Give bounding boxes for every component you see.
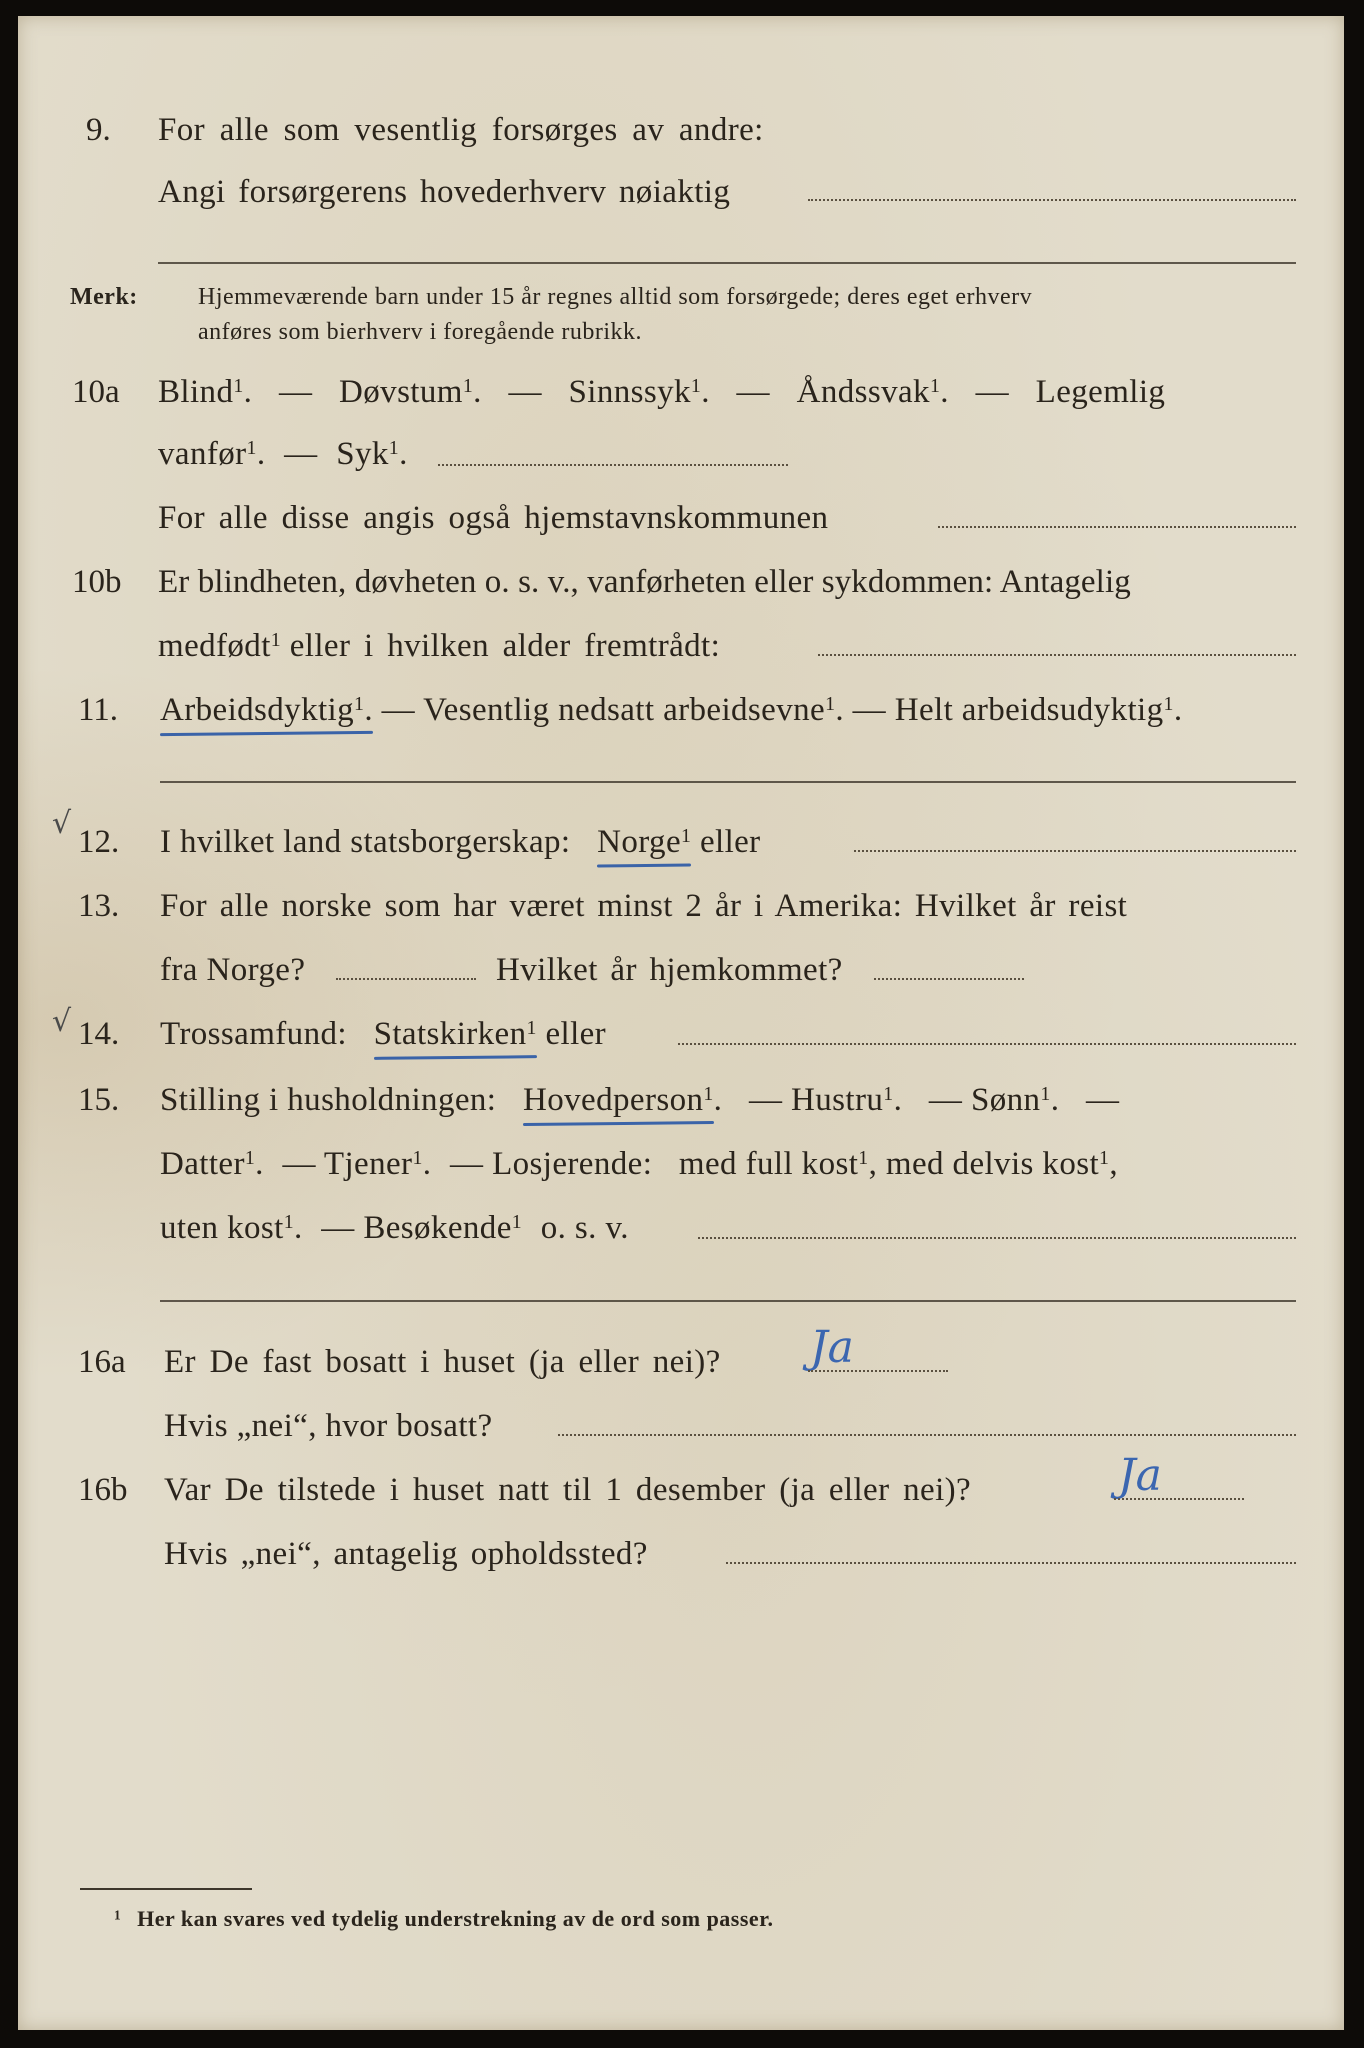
opt-hovedperson[interactable]: Hovedperson$^1$ xyxy=(523,1082,714,1118)
q9-answer-field[interactable] xyxy=(808,199,1296,201)
opt-arbeidsdyktig[interactable]: Arbeidsdyktig$^1$. xyxy=(160,692,373,728)
opt-tjener[interactable]: — Tjener xyxy=(282,1146,413,1182)
q16a-number: 16a xyxy=(78,1344,126,1380)
q10a-line3: For alle disse angis også hjemstavnskommunen xyxy=(158,500,829,536)
q16a-line1: Er De fast bosatt i huset (ja eller nei)? xyxy=(164,1344,721,1380)
q12-number: 12. xyxy=(78,824,120,860)
q13-line1: For alle norske som har været minst 2 år i Amerika: Hvilket år reist xyxy=(160,888,1128,924)
q10b-number: 10b xyxy=(72,564,122,600)
q13-reist-field[interactable] xyxy=(336,978,476,980)
q16a-bosatt-field[interactable] xyxy=(558,1434,1296,1436)
q10b-line2: medfødt$^1$ eller i hvilken alder fremtrådt: xyxy=(158,628,721,664)
q13-number: 13. xyxy=(78,888,120,924)
q13-line2b: Hvilket år hjemkommet? xyxy=(496,952,843,988)
opt-hustru[interactable]: — Hustru xyxy=(748,1082,884,1118)
footnote: $^1$ Her kan svares ved tydelig understrekning av de ord som passer. xyxy=(114,1906,774,1931)
q16a-answer-field[interactable] xyxy=(808,1370,948,1372)
q14-line: Trossamfund: Statskirken$^1$ eller xyxy=(160,1016,607,1052)
merk-label: Merk: xyxy=(70,284,138,310)
q10a-syk-field[interactable] xyxy=(438,464,788,466)
opt-norge[interactable]: Norge$^1$ xyxy=(597,824,692,860)
q10b-alder-field[interactable] xyxy=(818,654,1296,656)
opt-sinnssyk[interactable]: Sinnssyk xyxy=(568,374,691,410)
q12-land-field[interactable] xyxy=(854,850,1296,852)
opt-andssvak[interactable]: Åndssvak xyxy=(796,374,930,410)
q16b-line1: Var De tilstede i huset natt til 1 desember (ja eller nei)? xyxy=(164,1472,972,1508)
opt-blind[interactable]: Blind xyxy=(158,374,234,410)
census-form-page xyxy=(18,16,1344,2030)
q13-line2a: fra Norge? xyxy=(160,952,306,988)
q16b-number: 16b xyxy=(78,1472,128,1508)
opt-medfodt[interactable]: medfødt xyxy=(158,628,271,664)
footnote-rule xyxy=(80,1888,252,1890)
q16b-answer-field[interactable] xyxy=(1114,1498,1244,1500)
q15-osv-field[interactable] xyxy=(698,1237,1296,1239)
q15-line1: Stilling i husholdningen: Hovedperson$^1$. — Hustru$^1$. — Sønn$^1$. — xyxy=(160,1082,1120,1118)
opt-legemlig[interactable]: Legemlig xyxy=(1035,374,1166,410)
q11-line: Arbeidsdyktig$^1$. — Vesentlig nedsatt arbeidsevne$^1$. — Helt arbeidsudyktig$^1$. xyxy=(160,692,1183,728)
opt-syk[interactable]: Syk xyxy=(336,436,389,472)
opt-datter[interactable]: Datter xyxy=(160,1146,245,1182)
q16a-line2: Hvis „nei“, hvor bosatt? xyxy=(164,1408,493,1444)
opt-sonn[interactable]: — Sønn xyxy=(928,1082,1041,1118)
q12-line: I hvilket land statsborgerskap: Norge$^1$ eller xyxy=(160,824,761,860)
q10a-number: 10a xyxy=(72,374,120,410)
q16b-handwritten-answer[interactable]: Ja xyxy=(1118,1450,1162,1501)
q14-trossamfund-field[interactable] xyxy=(678,1043,1296,1045)
q9-answer-rule[interactable] xyxy=(158,262,1296,264)
q15-line3: uten kost$^1$. — Besøkende$^1$ o. s. v. xyxy=(160,1210,629,1246)
q11-number: 11. xyxy=(78,692,119,728)
q16b-line2: Hvis „nei“, antagelig opholdssted? xyxy=(164,1536,648,1572)
opt-dovstum[interactable]: Døvstum xyxy=(339,374,463,410)
opt-delvis-kost[interactable]: , med delvis kost xyxy=(868,1146,1100,1182)
q10a-kommune-field[interactable] xyxy=(938,526,1296,528)
opt-full-kost[interactable]: med full kost xyxy=(678,1146,859,1182)
opt-besokende[interactable]: — Besøkende xyxy=(321,1210,512,1246)
q16a-handwritten-answer[interactable]: Ja xyxy=(810,1322,854,1373)
q11-answer-rule[interactable] xyxy=(160,781,1296,783)
q16b-opholdssted-field[interactable] xyxy=(726,1562,1296,1564)
q9-number: 9. xyxy=(86,112,111,148)
merk-line2: anføres som bierhverv i foregående rubrikk. xyxy=(198,319,643,345)
q15-answer-rule[interactable] xyxy=(160,1300,1296,1302)
opt-uten-kost[interactable]: uten kost xyxy=(160,1210,284,1246)
q14-number: 14. xyxy=(78,1016,120,1052)
checkmark-icon: √ xyxy=(52,806,72,841)
q15-line2: Datter$^1$. — Tjener$^1$. — Losjerende: med full kost$^1$, med delvis kost$^1$, xyxy=(160,1146,1118,1182)
q13-hjemkommet-field[interactable] xyxy=(874,978,1024,980)
q9-line1: For alle som vesentlig forsørges av andre: xyxy=(158,112,764,148)
q10a-line1: Blind$^1$. — Døvstum$^1$. — Sinnssyk$^1$. — Åndssvak$^1$. — Legemlig xyxy=(158,374,1166,410)
q10a-line2: vanfør$^1$. — Syk$^1$. xyxy=(158,436,408,472)
checkmark-icon: √ xyxy=(52,1004,72,1039)
opt-vanfor[interactable]: vanfør xyxy=(158,436,247,472)
opt-statskirken[interactable]: Statskirken$^1$ xyxy=(373,1016,537,1052)
opt-nedsatt[interactable]: — Vesentlig nedsatt arbeidsevne xyxy=(381,692,826,728)
q15-number: 15. xyxy=(78,1082,120,1118)
q10b-line1: Er blindheten, døvheten o. s. v., vanførheten eller sykdommen: Antagelig xyxy=(158,564,1131,600)
merk-line1: Hjemmeværende barn under 15 år regnes alltid som forsørgede; deres eget erhverv xyxy=(198,284,1033,310)
q9-line2: Angi forsørgerens hovederhverv nøiaktig xyxy=(158,174,731,210)
opt-udyktig[interactable]: — Helt arbeidsudyktig xyxy=(852,692,1164,728)
